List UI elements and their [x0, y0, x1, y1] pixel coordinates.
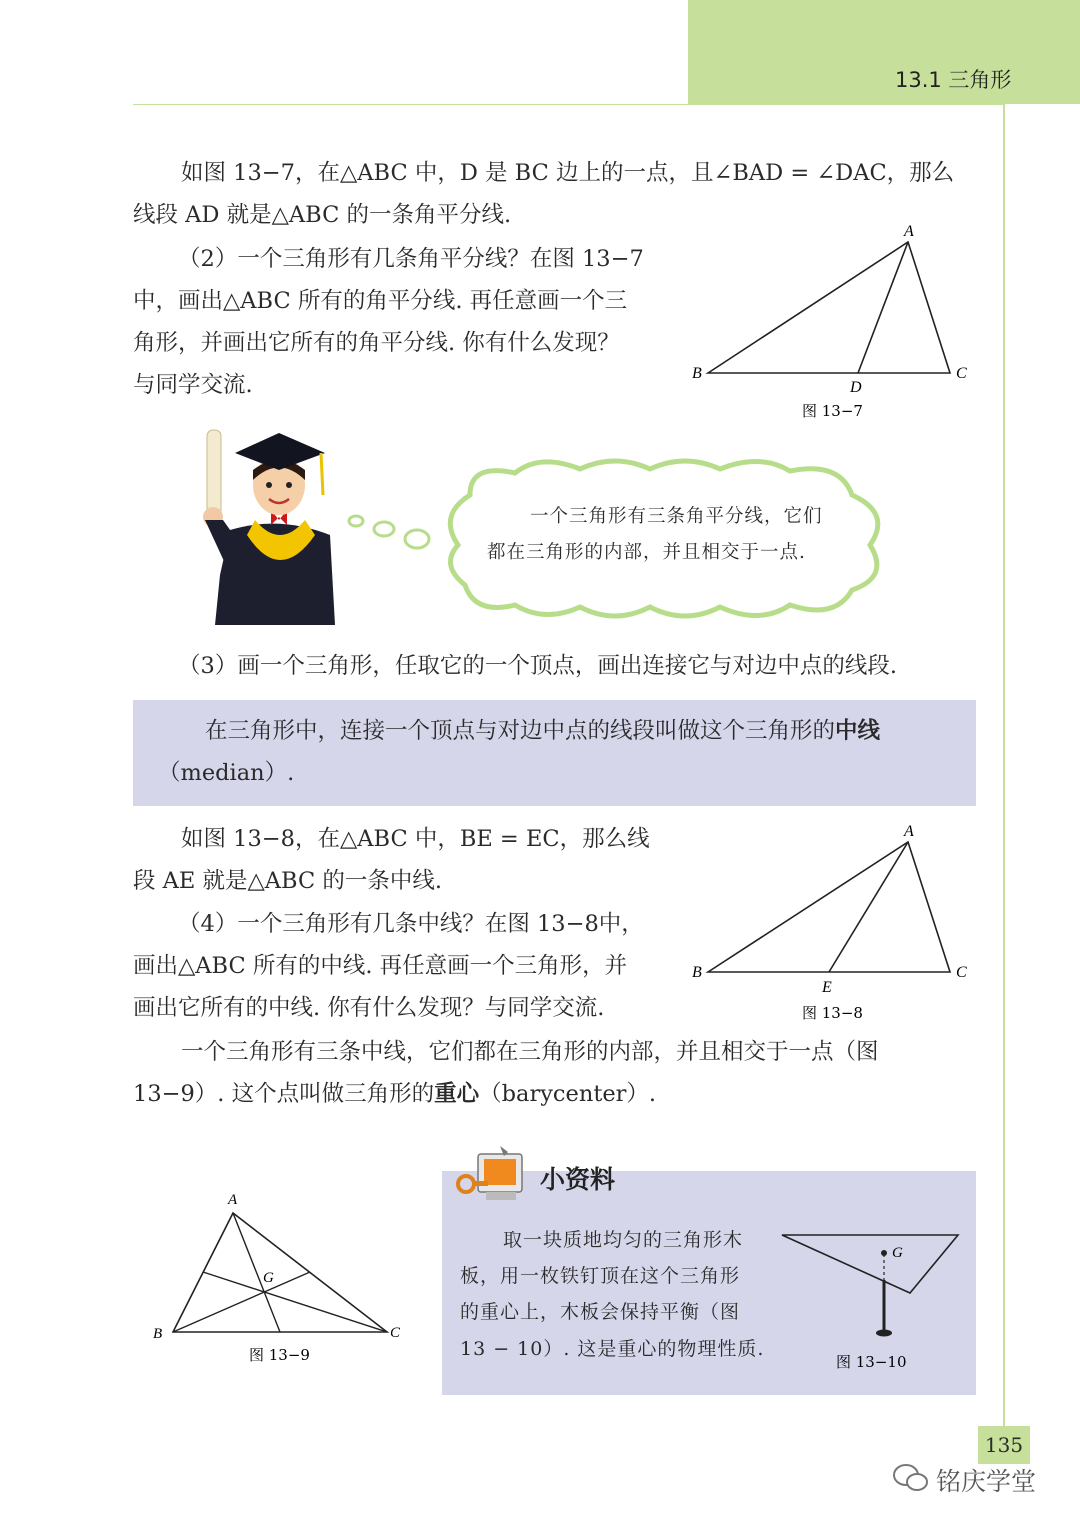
- figure-13-9: [145, 1185, 415, 1370]
- triangle-abc: [708, 242, 950, 373]
- wechat-icon: [892, 1462, 930, 1494]
- barycenter-point: [881, 1250, 887, 1256]
- label-b: B: [692, 964, 702, 981]
- watermark-text: 铭庆学堂: [936, 1467, 1037, 1496]
- note-line3: 的重心上，木板会保持平衡（图: [460, 1301, 741, 1323]
- q3-line1: （3）画一个三角形，任取它的一个顶点，画出连接它与对边中点的线段.: [178, 653, 897, 679]
- q2-line4: 与同学交流.: [133, 372, 253, 398]
- nail-base: [876, 1330, 892, 1337]
- q4-line1: （4）一个三角形有几条中线？在图 13−8中，: [178, 911, 644, 937]
- page-number: 135: [978, 1426, 1030, 1464]
- para1-line1: 如图 13−7，在△ABC 中，D 是 BC 边上的一点，且∠BAD = ∠DAC，那么: [181, 160, 955, 186]
- note-line1: 取一块质地均匀的三角形木: [503, 1229, 744, 1251]
- definition-line2: （median）.: [158, 760, 295, 786]
- label-a: A: [904, 823, 914, 840]
- note-line4: 13 − 10）. 这是重心的物理性质.: [460, 1338, 765, 1360]
- label-b: B: [692, 365, 702, 382]
- label-g: G: [263, 1270, 274, 1286]
- note-line2: 板，用一枚铁钉顶在这个三角形: [460, 1265, 741, 1287]
- median-ae: [829, 842, 908, 972]
- note-title: 小资料: [540, 1165, 616, 1194]
- header-rule: [133, 104, 1003, 105]
- para2-line2: 段 AE 就是△ABC 的一条中线.: [133, 868, 443, 894]
- label-e: E: [822, 979, 832, 996]
- side-rule: [1003, 104, 1005, 1434]
- student-graduate-illustration: [195, 425, 340, 625]
- label-b: B: [153, 1326, 163, 1342]
- para1-line2: 线段 AD 就是△ABC 的一条角平分线.: [133, 202, 512, 228]
- definition-text: 在三角形中，连接一个顶点与对边中点的线段叫做这个三角形的: [205, 718, 836, 744]
- label-c: C: [956, 964, 967, 981]
- header-band: [688, 0, 1080, 104]
- figure-13-8: [680, 820, 980, 1030]
- definition-term-median: 中线: [835, 718, 881, 744]
- figure-13-7: [680, 220, 980, 430]
- section-title: 13.1 三角形: [895, 68, 1012, 92]
- q4-line2: 画出△ABC 所有的中线. 再任意画一个三角形，并: [133, 953, 628, 979]
- fig4-caption: 图 13−10: [836, 1353, 907, 1371]
- term-barycenter: 重心: [434, 1081, 480, 1107]
- para3-text-end: （barycenter）.: [479, 1081, 657, 1107]
- label-g: G: [892, 1245, 903, 1261]
- label-c: C: [956, 365, 967, 382]
- para3-line1: 一个三角形有三条中线，它们都在三角形的内部，并且相交于一点（图: [181, 1039, 879, 1065]
- bisector-ad: [858, 242, 908, 373]
- median-c: [203, 1272, 387, 1332]
- bubble-line2: 都在三角形的内部，并且相交于一点.: [487, 542, 806, 563]
- para3-text: 13−9）. 这个点叫做三角形的: [133, 1081, 435, 1107]
- label-c: C: [390, 1325, 401, 1341]
- bubble-line1: 一个三角形有三条角平分线，它们: [530, 506, 823, 527]
- q2-line3: 角形，并画出它所有的角平分线. 你有什么发现？: [133, 330, 620, 356]
- diploma-scroll-icon: [207, 430, 221, 515]
- figure-13-10: [770, 1225, 970, 1375]
- fig3-caption: 图 13−9: [249, 1346, 310, 1364]
- definition-line1: [205, 710, 880, 752]
- para3-line2: [133, 1073, 656, 1115]
- label-a: A: [904, 223, 914, 240]
- q2-line1: （2）一个三角形有几条角平分线？在图 13−7: [178, 246, 644, 272]
- label-d: D: [850, 379, 862, 396]
- triangle-abc: [708, 842, 950, 972]
- median-b: [173, 1272, 310, 1332]
- computer-key-icon: [452, 1142, 532, 1207]
- q4-line3: 画出它所有的中线. 你有什么发现？与同学交流.: [133, 995, 605, 1021]
- fig1-caption: 图 13−7: [802, 402, 863, 420]
- q2-line2: 中，画出△ABC 所有的角平分线. 再任意画一个三: [133, 288, 628, 314]
- label-a: A: [228, 1192, 238, 1208]
- mortarboard-cap: [235, 433, 325, 470]
- triangle-board: [782, 1235, 958, 1293]
- fig2-caption: 图 13−8: [802, 1004, 863, 1022]
- para2-line1: 如图 13−8，在△ABC 中，BE = EC，那么线: [181, 826, 650, 852]
